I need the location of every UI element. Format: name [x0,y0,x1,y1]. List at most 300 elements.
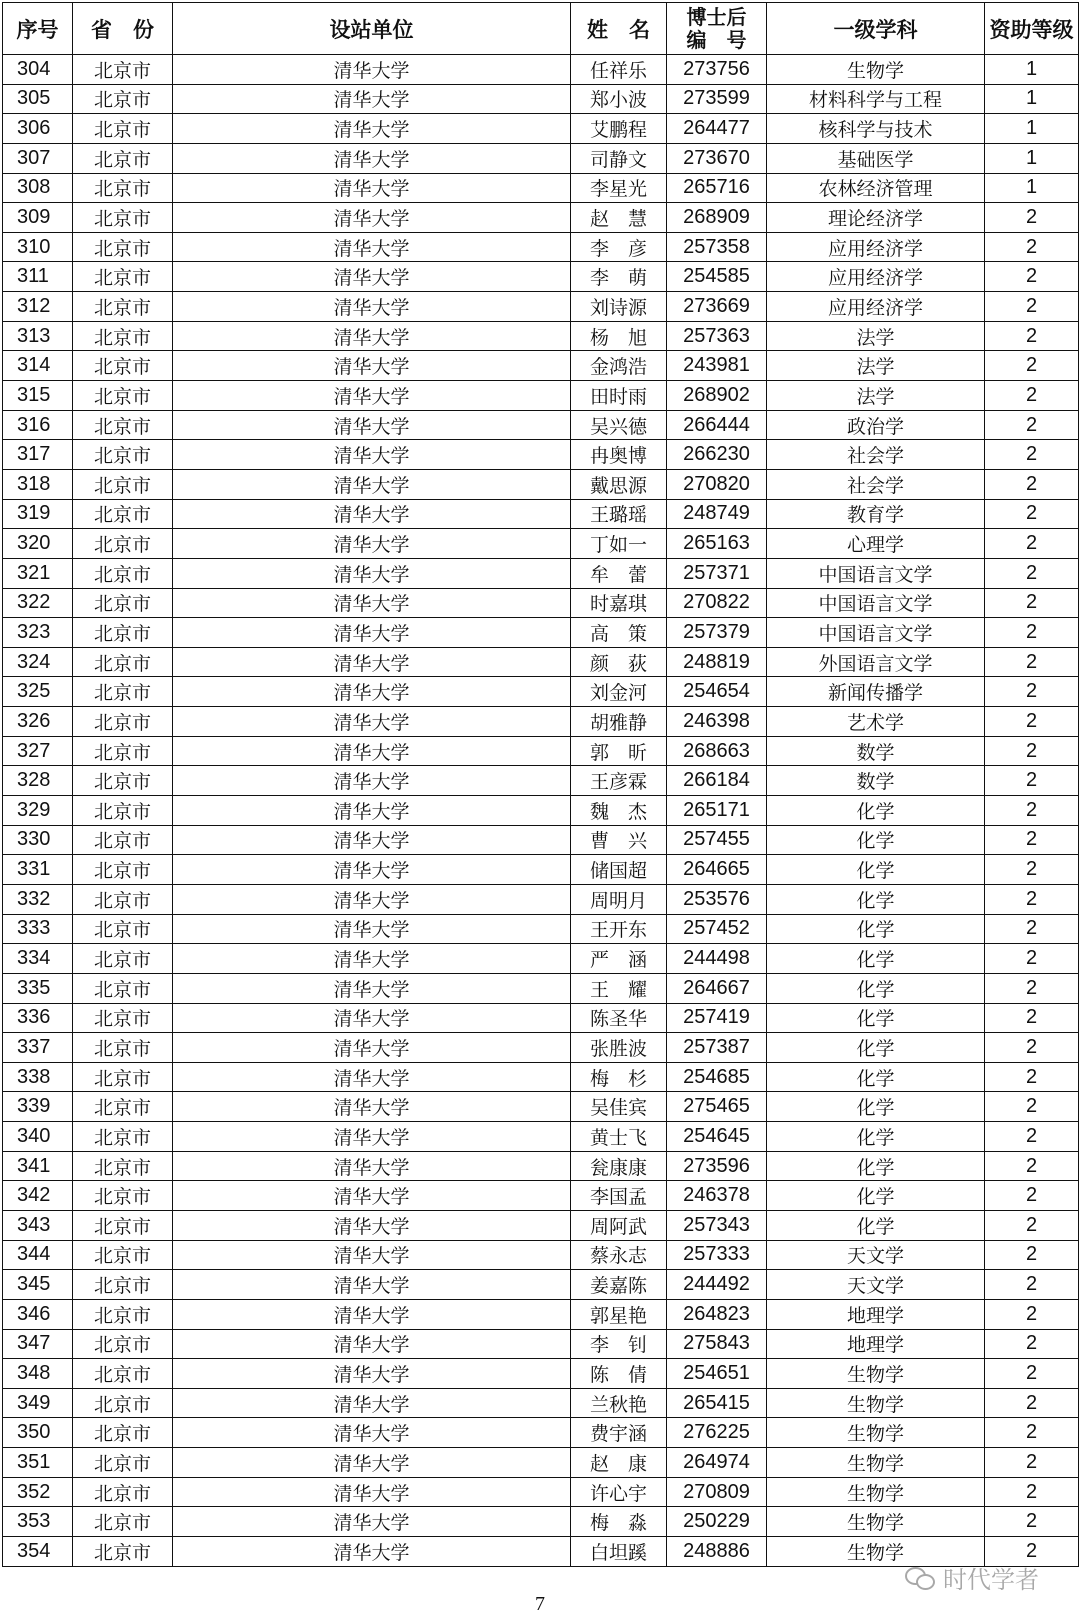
cell-funding-level: 2 [985,1477,1079,1507]
cell-province: 北京市 [73,1537,173,1567]
cell-institution: 清华大学 [173,262,571,292]
cell-institution: 清华大学 [173,1062,571,1092]
cell-serial: 309 [3,203,73,233]
cell-funding-level: 2 [985,1507,1079,1537]
cell-province: 北京市 [73,944,173,974]
cell-serial: 329 [3,796,73,826]
cell-postdoc-id: 275465 [667,1092,767,1122]
cell-serial: 346 [3,1299,73,1329]
cell-province: 北京市 [73,1477,173,1507]
cell-institution: 清华大学 [173,1240,571,1270]
cell-postdoc-id: 244492 [667,1270,767,1300]
cell-funding-level: 2 [985,914,1079,944]
cell-discipline: 农林经济管理 [767,173,985,203]
cell-institution: 清华大学 [173,173,571,203]
cell-postdoc-id: 273756 [667,55,767,85]
cell-institution: 清华大学 [173,1329,571,1359]
cell-funding-level: 2 [985,1270,1079,1300]
cell-funding-level: 1 [985,173,1079,203]
table-row [3,1003,1079,1033]
cell-institution: 清华大学 [173,321,571,351]
cell-postdoc-id: 273670 [667,143,767,173]
cell-postdoc-id: 264667 [667,973,767,1003]
cell-institution: 清华大学 [173,1507,571,1537]
cell-province: 北京市 [73,84,173,114]
cell-institution: 清华大学 [173,558,571,588]
cell-name: 李国孟 [571,1181,667,1211]
cell-funding-level: 2 [985,1329,1079,1359]
cell-discipline: 法学 [767,321,985,351]
cell-discipline: 化学 [767,1033,985,1063]
cell-institution: 清华大学 [173,825,571,855]
cell-province: 北京市 [73,173,173,203]
cell-discipline: 生物学 [767,1537,985,1567]
cell-discipline: 化学 [767,855,985,885]
cell-serial: 342 [3,1181,73,1211]
cell-funding-level: 2 [985,1210,1079,1240]
cell-discipline: 化学 [767,1092,985,1122]
cell-discipline: 理论经济学 [767,203,985,233]
cell-serial: 313 [3,321,73,351]
table-row [3,529,1079,559]
cell-discipline: 化学 [767,1062,985,1092]
cell-name: 司静文 [571,143,667,173]
cell-name: 时嘉琪 [571,588,667,618]
cell-postdoc-id: 246398 [667,707,767,737]
cell-funding-level: 2 [985,736,1079,766]
cell-province: 北京市 [73,410,173,440]
cell-name: 姜嘉陈 [571,1270,667,1300]
cell-name: 瓮康康 [571,1151,667,1181]
cell-province: 北京市 [73,143,173,173]
cell-name: 胡雅静 [571,707,667,737]
cell-institution: 清华大学 [173,1299,571,1329]
cell-serial: 316 [3,410,73,440]
cell-discipline: 化学 [767,1122,985,1152]
cell-postdoc-id: 273599 [667,84,767,114]
cell-institution: 清华大学 [173,1003,571,1033]
header-funding-level: 资助等级 [985,3,1079,55]
cell-postdoc-id: 257379 [667,618,767,648]
cell-postdoc-id: 257343 [667,1210,767,1240]
cell-funding-level: 2 [985,707,1079,737]
cell-institution: 清华大学 [173,677,571,707]
cell-postdoc-id: 248886 [667,1537,767,1567]
cell-institution: 清华大学 [173,855,571,885]
cell-institution: 清华大学 [173,1418,571,1448]
header-postdoc-id-line1: 博士后 [686,4,747,29]
cell-institution: 清华大学 [173,469,571,499]
cell-postdoc-id: 268902 [667,381,767,411]
cell-serial: 315 [3,381,73,411]
cell-serial: 325 [3,677,73,707]
cell-funding-level: 2 [985,440,1079,470]
cell-institution: 清华大学 [173,944,571,974]
cell-funding-level: 2 [985,1240,1079,1270]
cell-funding-level: 2 [985,825,1079,855]
cell-name: 梅 淼 [571,1507,667,1537]
header-postdoc-id-line2: 编 号 [686,27,747,52]
cell-serial: 331 [3,855,73,885]
cell-name: 牟 蕾 [571,558,667,588]
cell-province: 北京市 [73,766,173,796]
cell-postdoc-id: 266184 [667,766,767,796]
cell-province: 北京市 [73,707,173,737]
cell-name: 郭星艳 [571,1299,667,1329]
cell-postdoc-id: 264823 [667,1299,767,1329]
cell-discipline: 生物学 [767,1388,985,1418]
cell-province: 北京市 [73,1329,173,1359]
cell-serial: 352 [3,1477,73,1507]
cell-name: 李 萌 [571,262,667,292]
cell-discipline: 化学 [767,1151,985,1181]
cell-province: 北京市 [73,1448,173,1478]
cell-institution: 清华大学 [173,1448,571,1478]
table-row [3,84,1079,114]
cell-serial: 317 [3,440,73,470]
table-row [3,1092,1079,1122]
cell-postdoc-id: 250229 [667,1507,767,1537]
cell-discipline: 中国语言文学 [767,558,985,588]
table-row [3,499,1079,529]
table-row [3,173,1079,203]
cell-funding-level: 2 [985,647,1079,677]
cell-name: 吴佳宾 [571,1092,667,1122]
cell-funding-level: 1 [985,114,1079,144]
cell-serial: 324 [3,647,73,677]
cell-discipline: 社会学 [767,469,985,499]
cell-name: 冉奥博 [571,440,667,470]
cell-discipline: 生物学 [767,1418,985,1448]
cell-funding-level: 2 [985,884,1079,914]
cell-discipline: 化学 [767,884,985,914]
header-postdoc-id [667,3,767,55]
cell-province: 北京市 [73,232,173,262]
table-row [3,618,1079,648]
table-row [3,381,1079,411]
cell-serial: 330 [3,825,73,855]
cell-funding-level: 2 [985,1151,1079,1181]
cell-province: 北京市 [73,884,173,914]
cell-postdoc-id: 257452 [667,914,767,944]
cell-discipline: 地理学 [767,1299,985,1329]
cell-discipline: 地理学 [767,1329,985,1359]
table-row [3,410,1079,440]
watermark [905,1560,1039,1595]
table-row [3,1329,1079,1359]
table-row [3,114,1079,144]
cell-province: 北京市 [73,381,173,411]
cell-postdoc-id: 273596 [667,1151,767,1181]
table-row [3,944,1079,974]
cell-name: 田时雨 [571,381,667,411]
table-row [3,558,1079,588]
cell-discipline: 法学 [767,381,985,411]
cell-name: 白坦蹊 [571,1537,667,1567]
cell-postdoc-id: 257419 [667,1003,767,1033]
cell-institution: 清华大学 [173,736,571,766]
table-row [3,766,1079,796]
cell-name: 曹 兴 [571,825,667,855]
cell-discipline: 化学 [767,1181,985,1211]
cell-serial: 306 [3,114,73,144]
cell-institution: 清华大学 [173,1477,571,1507]
cell-province: 北京市 [73,647,173,677]
cell-postdoc-id: 276225 [667,1418,767,1448]
cell-funding-level: 2 [985,855,1079,885]
cell-province: 北京市 [73,1240,173,1270]
watermark-text: 时代学者 [943,1566,1039,1594]
cell-postdoc-id: 265415 [667,1388,767,1418]
cell-postdoc-id: 268909 [667,203,767,233]
cell-funding-level: 2 [985,973,1079,1003]
cell-institution: 清华大学 [173,114,571,144]
cell-name: 王 耀 [571,973,667,1003]
table-row [3,1033,1079,1063]
table-row [3,1388,1079,1418]
cell-discipline: 应用经济学 [767,262,985,292]
cell-postdoc-id: 254651 [667,1359,767,1389]
cell-name: 杨 旭 [571,321,667,351]
cell-funding-level: 2 [985,410,1079,440]
cell-funding-level: 1 [985,55,1079,85]
cell-name: 郑小波 [571,84,667,114]
cell-postdoc-id: 265171 [667,796,767,826]
cell-discipline: 化学 [767,796,985,826]
cell-name: 戴思源 [571,469,667,499]
cell-institution: 清华大学 [173,973,571,1003]
cell-institution: 清华大学 [173,1388,571,1418]
cell-serial: 321 [3,558,73,588]
table-row [3,707,1079,737]
cell-name: 陈 倩 [571,1359,667,1389]
cell-institution: 清华大学 [173,707,571,737]
cell-funding-level: 1 [985,84,1079,114]
cell-discipline: 天文学 [767,1270,985,1300]
table-row [3,1477,1079,1507]
cell-discipline: 心理学 [767,529,985,559]
cell-serial: 312 [3,292,73,322]
cell-funding-level: 1 [985,143,1079,173]
cell-serial: 350 [3,1418,73,1448]
cell-serial: 318 [3,469,73,499]
cell-funding-level: 2 [985,796,1079,826]
cell-serial: 332 [3,884,73,914]
cell-institution: 清华大学 [173,84,571,114]
table-row [3,677,1079,707]
cell-province: 北京市 [73,114,173,144]
cell-discipline: 生物学 [767,1448,985,1478]
cell-postdoc-id: 273669 [667,292,767,322]
cell-serial: 349 [3,1388,73,1418]
table-row [3,1122,1079,1152]
cell-funding-level: 2 [985,203,1079,233]
cell-serial: 353 [3,1507,73,1537]
cell-serial: 351 [3,1448,73,1478]
cell-funding-level: 2 [985,944,1079,974]
cell-province: 北京市 [73,618,173,648]
table-row [3,1210,1079,1240]
cell-institution: 清华大学 [173,440,571,470]
cell-postdoc-id: 275843 [667,1329,767,1359]
cell-institution: 清华大学 [173,55,571,85]
cell-name: 金鸿浩 [571,351,667,381]
cell-province: 北京市 [73,588,173,618]
cell-discipline: 生物学 [767,1477,985,1507]
cell-funding-level: 2 [985,1033,1079,1063]
table-row [3,1240,1079,1270]
wechat-icon [905,1567,935,1589]
table-row [3,1151,1079,1181]
cell-postdoc-id: 264477 [667,114,767,144]
cell-name: 李 钊 [571,1329,667,1359]
cell-discipline: 中国语言文学 [767,588,985,618]
cell-postdoc-id: 253576 [667,884,767,914]
cell-discipline: 外国语言文学 [767,647,985,677]
cell-serial: 308 [3,173,73,203]
table-row [3,143,1079,173]
cell-postdoc-id: 265163 [667,529,767,559]
table-row [3,1299,1079,1329]
cell-postdoc-id: 254585 [667,262,767,292]
cell-postdoc-id: 264974 [667,1448,767,1478]
cell-name: 费宇涵 [571,1418,667,1448]
cell-funding-level: 2 [985,558,1079,588]
cell-province: 北京市 [73,262,173,292]
cell-postdoc-id: 268663 [667,736,767,766]
cell-serial: 338 [3,1062,73,1092]
cell-discipline: 社会学 [767,440,985,470]
cell-province: 北京市 [73,1033,173,1063]
cell-institution: 清华大学 [173,292,571,322]
cell-postdoc-id: 254645 [667,1122,767,1152]
cell-name: 艾鹏程 [571,114,667,144]
cell-serial: 320 [3,529,73,559]
table-row [3,321,1079,351]
cell-province: 北京市 [73,1181,173,1211]
cell-province: 北京市 [73,1359,173,1389]
cell-serial: 304 [3,55,73,85]
cell-discipline: 材料科学与工程 [767,84,985,114]
cell-name: 兰秋艳 [571,1388,667,1418]
cell-name: 梅 杉 [571,1062,667,1092]
cell-province: 北京市 [73,1003,173,1033]
cell-name: 许心宇 [571,1477,667,1507]
table-row [3,262,1079,292]
cell-province: 北京市 [73,558,173,588]
cell-name: 刘诗源 [571,292,667,322]
cell-funding-level: 2 [985,1448,1079,1478]
cell-institution: 清华大学 [173,766,571,796]
cell-funding-level: 2 [985,351,1079,381]
cell-name: 李星光 [571,173,667,203]
cell-province: 北京市 [73,1151,173,1181]
cell-discipline: 教育学 [767,499,985,529]
cell-province: 北京市 [73,351,173,381]
cell-discipline: 应用经济学 [767,292,985,322]
cell-serial: 337 [3,1033,73,1063]
cell-province: 北京市 [73,529,173,559]
cell-funding-level: 2 [985,1537,1079,1567]
cell-postdoc-id: 270809 [667,1477,767,1507]
cell-discipline: 化学 [767,1003,985,1033]
header-row [3,3,1079,55]
table-row [3,1359,1079,1389]
cell-postdoc-id: 243981 [667,351,767,381]
cell-province: 北京市 [73,1388,173,1418]
cell-funding-level: 2 [985,292,1079,322]
table-row [3,884,1079,914]
cell-postdoc-id: 257333 [667,1240,767,1270]
cell-serial: 343 [3,1210,73,1240]
table-row [3,736,1079,766]
cell-province: 北京市 [73,1270,173,1300]
cell-discipline: 核科学与技术 [767,114,985,144]
cell-institution: 清华大学 [173,381,571,411]
cell-province: 北京市 [73,499,173,529]
cell-name: 周阿武 [571,1210,667,1240]
table-row [3,351,1079,381]
cell-serial: 305 [3,84,73,114]
cell-funding-level: 2 [985,1388,1079,1418]
table-row [3,588,1079,618]
cell-postdoc-id: 270822 [667,588,767,618]
header-institution: 设站单位 [173,3,571,55]
cell-province: 北京市 [73,440,173,470]
cell-funding-level: 2 [985,232,1079,262]
cell-institution: 清华大学 [173,1359,571,1389]
cell-province: 北京市 [73,203,173,233]
cell-name: 刘金河 [571,677,667,707]
header-province: 省 份 [73,3,173,55]
cell-name: 李 彦 [571,232,667,262]
cell-serial: 340 [3,1122,73,1152]
cell-name: 蔡永志 [571,1240,667,1270]
cell-name: 王彦霖 [571,766,667,796]
cell-funding-level: 2 [985,1181,1079,1211]
cell-discipline: 化学 [767,973,985,1003]
cell-province: 北京市 [73,1418,173,1448]
table-row [3,1062,1079,1092]
cell-postdoc-id: 266230 [667,440,767,470]
cell-postdoc-id: 246378 [667,1181,767,1211]
table-row [3,1448,1079,1478]
cell-institution: 清华大学 [173,1210,571,1240]
header-name: 姓 名 [571,3,667,55]
cell-province: 北京市 [73,469,173,499]
cell-serial: 307 [3,143,73,173]
cell-name: 严 涵 [571,944,667,974]
cell-postdoc-id: 254685 [667,1062,767,1092]
cell-discipline: 新闻传播学 [767,677,985,707]
cell-discipline: 法学 [767,351,985,381]
cell-discipline: 数学 [767,766,985,796]
cell-discipline: 应用经济学 [767,232,985,262]
table-row [3,440,1079,470]
table-row [3,796,1079,826]
cell-serial: 311 [3,262,73,292]
cell-name: 陈圣华 [571,1003,667,1033]
cell-funding-level: 2 [985,1299,1079,1329]
cell-institution: 清华大学 [173,410,571,440]
cell-discipline: 化学 [767,1210,985,1240]
cell-postdoc-id: 266444 [667,410,767,440]
cell-serial: 319 [3,499,73,529]
cell-province: 北京市 [73,825,173,855]
cell-postdoc-id: 244498 [667,944,767,974]
cell-institution: 清华大学 [173,203,571,233]
cell-discipline: 化学 [767,914,985,944]
